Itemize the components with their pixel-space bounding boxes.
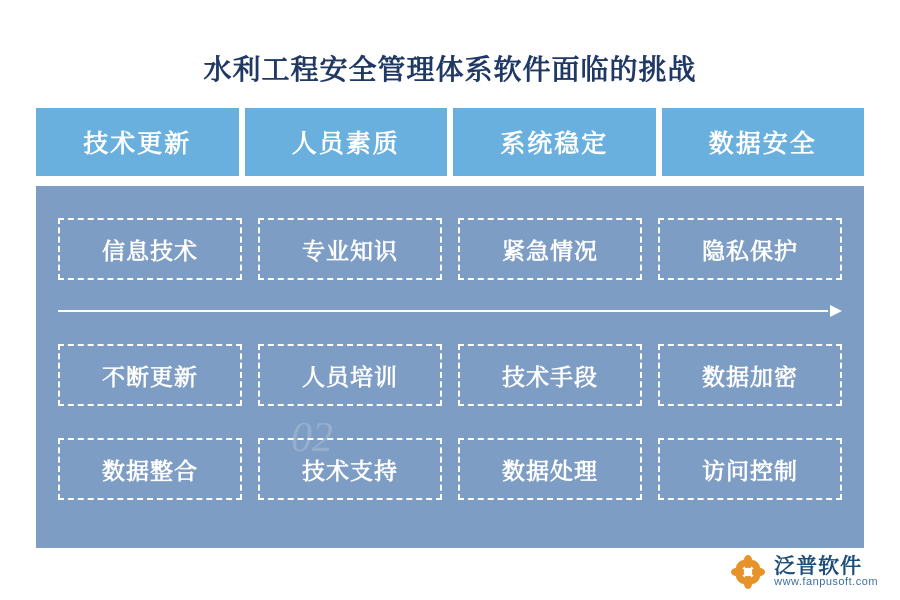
category-header-row <box>36 108 864 176</box>
content-cell-r1c4: 隐私保护 <box>658 218 842 280</box>
content-cell-r2c1: 不断更新 <box>58 344 242 406</box>
content-cell-r2c3: 技术手段 <box>458 344 642 406</box>
category-header-4: 数据安全 <box>662 108 865 176</box>
content-row-1 <box>58 218 842 280</box>
category-header-1: 技术更新 <box>36 108 239 176</box>
category-header-3: 系统稳定 <box>453 108 656 176</box>
content-cell-r1c3: 紧急情况 <box>458 218 642 280</box>
page-title: 水利工程安全管理体系软件面临的挑战 <box>203 55 697 86</box>
content-panel <box>36 186 864 548</box>
content-cell-r3c3: 数据处理 <box>458 438 642 500</box>
content-row-2 <box>58 344 842 406</box>
flower-logo-icon <box>730 554 766 590</box>
content-cell-r1c1: 信息技术 <box>58 218 242 280</box>
watermark: 02 <box>291 415 333 461</box>
brand-logo <box>730 554 878 590</box>
brand-url: www.fanpusoft.com <box>774 576 878 589</box>
content-cell-r1c2: 专业知识 <box>258 218 442 280</box>
brand-name: 泛普软件 <box>774 554 863 579</box>
content-cell-r2c4: 数据加密 <box>658 344 842 406</box>
brand-text <box>774 555 878 589</box>
content-cell-r3c1: 数据整合 <box>58 438 242 500</box>
flow-arrow <box>58 304 842 318</box>
content-cell-r3c2: 技术支持 <box>258 438 442 500</box>
content-cell-r3c4: 访问控制 <box>658 438 842 500</box>
category-header-2: 人员素质 <box>245 108 448 176</box>
content-cell-r2c2: 人员培训 <box>258 344 442 406</box>
content-row-3 <box>58 438 842 500</box>
arrow-head-icon <box>830 305 842 317</box>
arrow-line <box>58 310 828 312</box>
